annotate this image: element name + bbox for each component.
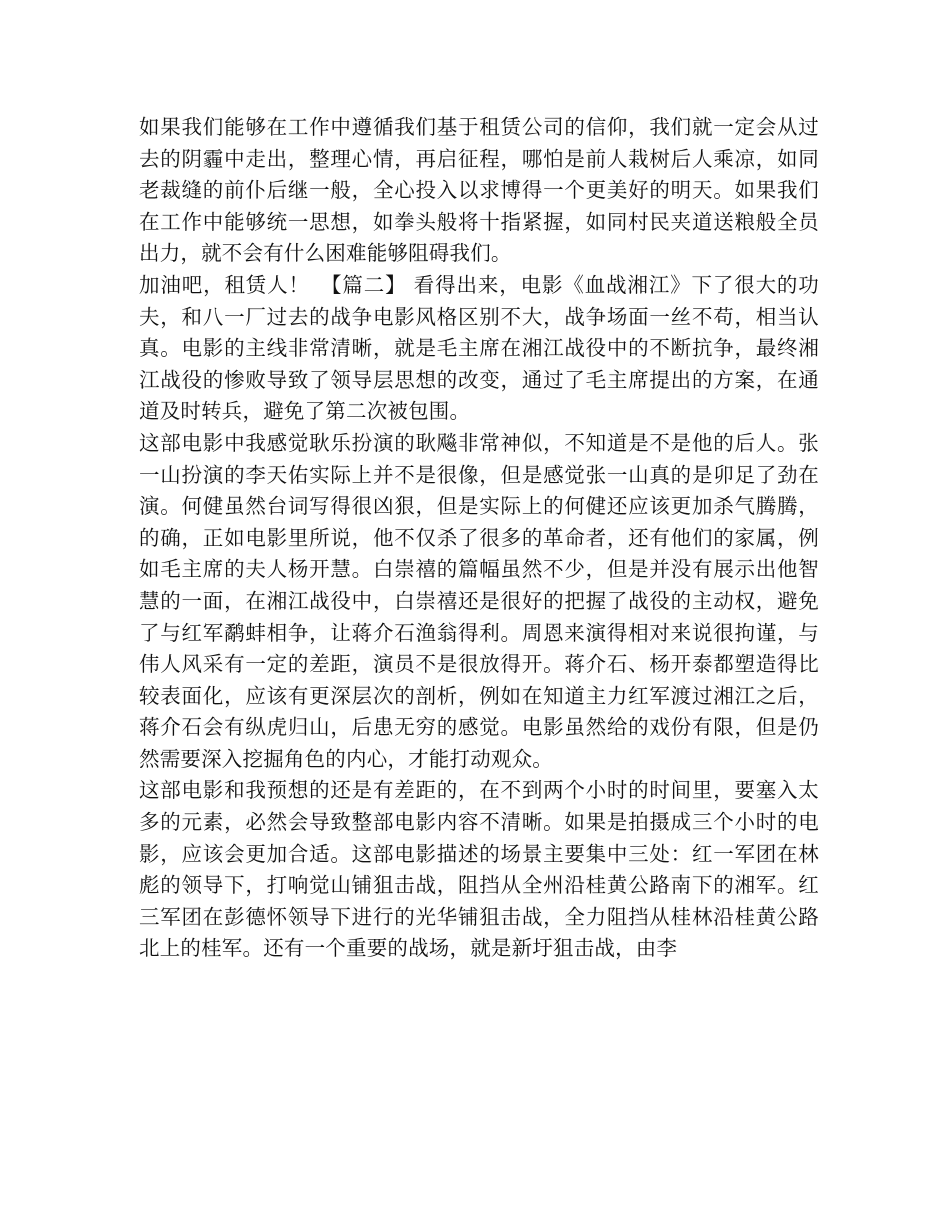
- paragraph-1: 如果我们能够在工作中遵循我们基于租赁公司的信仰，我们就一定会从过去的阴霾中走出，整理心情，再启征程，哪怕是前人栽树后人乘凉，如同老裁缝的前仆后继一般，全心投入以求博得一个更美好的明天。如果我们在工作中能够统一思想，如拳头般将十指紧握，如同村民夹道送粮般全员出力，就不会有什么困难能够阻碍我们。: [139, 115, 819, 266]
- document-body: [139, 112, 819, 965]
- paragraph-4: 这部电影和我预想的还是有差距的，在不到两个小时的时间里，要塞入太多的元素，必然会导致整部电影内容不清晰。如果是拍摄成三个小时的电影，应该会更加合适。这部电影描述的场景主要集中三处：红一军团在林彪的领导下，打响觉山铺狙击战，阻挡从全州沿桂黄公路南下的湘军。红三军团在彭德怀领导下进行的光华铺狙击战，全力阻挡从桂林沿桂黄公路北上的桂军。还有一个重要的战场，就是新圩狙击战，由李: [139, 778, 819, 961]
- paragraph-3: 这部电影中我感觉耿乐扮演的耿飚非常神似，不知道是不是他的后人。张一山扮演的李天佑实际上并不是很像，但是感觉张一山真的是卯足了劲在演。何健虽然台词写得很凶狠，但是实际上的何健还应该更加杀气腾腾，的确，正如电影里所说，他不仅杀了很多的革命者，还有他们的家属，例如毛主席的夫人杨开慧。白崇禧的篇幅虽然不少，但是并没有展示出他智慧的一面，在湘江战役中，白崇禧还是很好的把握了战役的主动权，避免了与红军鹬蚌相争，让蒋介石渔翁得利。周恩来演得相对来说很拘谨，与伟人风采有一定的差距，演员不是很放得开。蒋介石、杨开泰都塑造得比较表面化，应该有更深层次的剖析，例如在知道主力红军渡过湘江之后，蒋介石会有纵虎归山，后患无穷的感觉。电影虽然给的戏份有限，但是仍然需要深入挖掘角色的内心，才能打动观众。: [139, 430, 819, 771]
- paragraph-2: 加油吧，租赁人！ 【篇二】 看得出来，电影《血战湘江》下了很大的功夫，和八一厂过去的战争电影风格区别不大，战争场面一丝不苟，相当认真。电影的主线非常清晰，就是毛主席在湘江战役中的不断抗争，最终湘江战役的惨败导致了领导层思想的改变，通过了毛主席提出的方案，在通道及时转兵，避免了第二次被包围。: [139, 272, 819, 424]
